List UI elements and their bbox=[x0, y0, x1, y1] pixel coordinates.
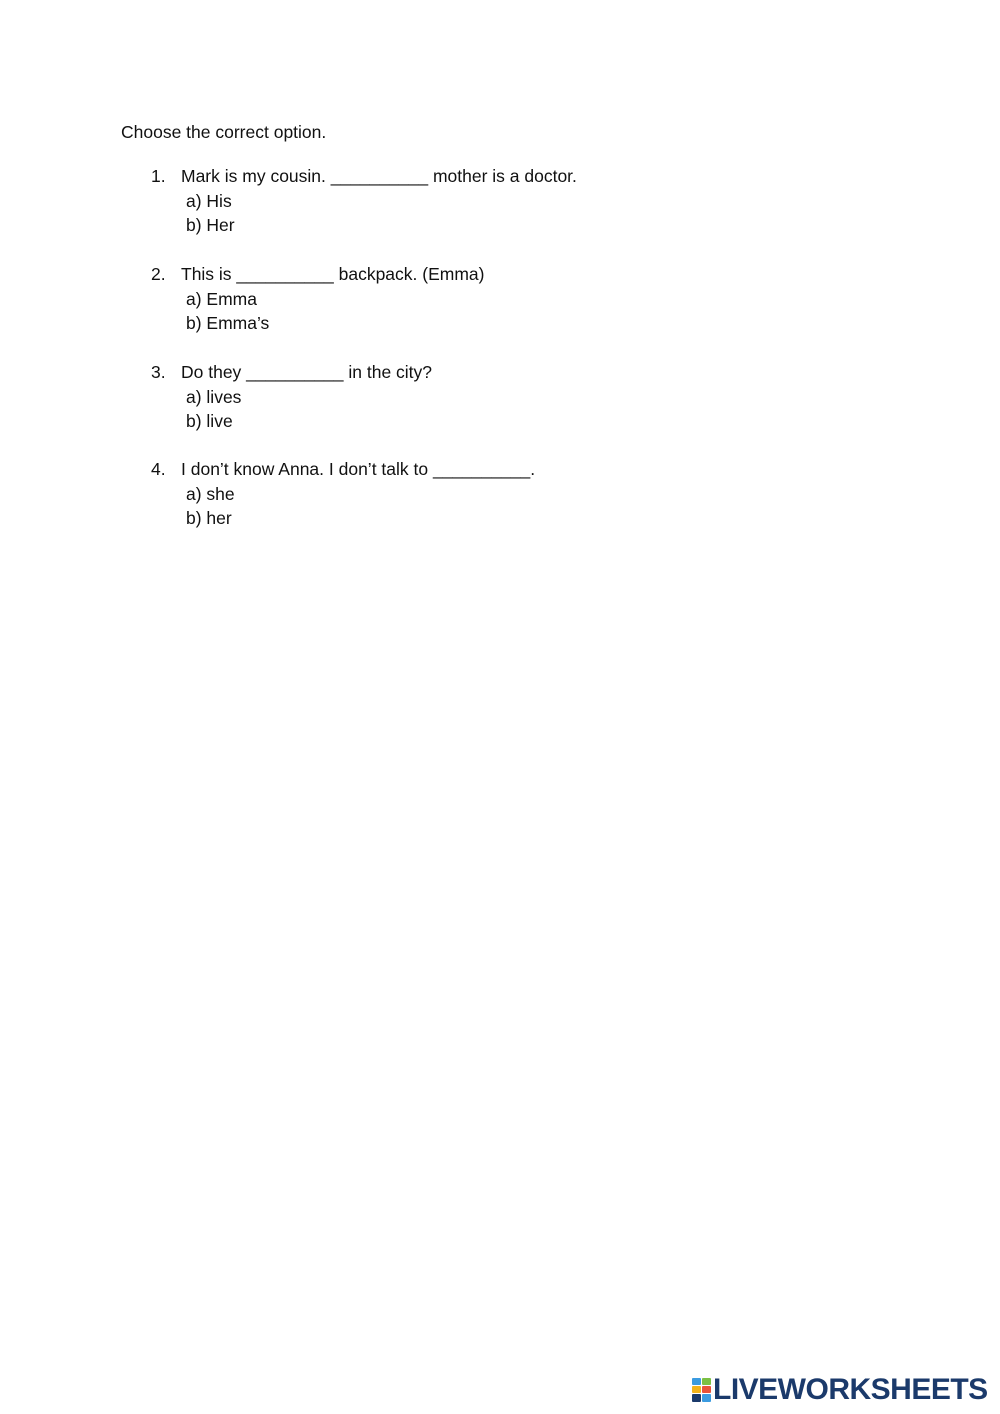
logo-mark-cell bbox=[702, 1394, 711, 1402]
logo-mark-cell bbox=[692, 1386, 701, 1393]
question-number: 4. bbox=[151, 459, 166, 479]
question-text: This is __________ backpack. (Emma) bbox=[181, 264, 485, 284]
option-b[interactable]: b) live bbox=[186, 411, 233, 431]
logo-mark-cell bbox=[692, 1378, 701, 1385]
logo-text: LIVEWORKSHEETS bbox=[713, 1373, 988, 1406]
logo-mark-cell bbox=[692, 1394, 701, 1402]
question-3 bbox=[151, 361, 433, 435]
question-text: Do they __________ in the city? bbox=[181, 362, 433, 382]
instruction-text: Choose the correct option. bbox=[121, 122, 327, 142]
option-a[interactable]: a) Emma bbox=[186, 288, 257, 309]
option-b[interactable]: b) her bbox=[186, 508, 232, 528]
question-number: 1. bbox=[151, 166, 166, 186]
question-text: I don’t know Anna. I don’t talk to __________. bbox=[181, 459, 536, 479]
logo-mark-cell bbox=[702, 1378, 711, 1385]
logo-mark-icon bbox=[692, 1378, 711, 1402]
question-number: 3. bbox=[151, 362, 166, 382]
logo-mark-cell bbox=[702, 1386, 711, 1393]
question-1 bbox=[151, 165, 577, 239]
question-2 bbox=[151, 263, 485, 337]
liveworksheets-logo bbox=[692, 1374, 988, 1406]
option-b[interactable]: b) Her bbox=[186, 215, 235, 235]
option-a[interactable]: a) lives bbox=[186, 386, 242, 407]
question-number: 2. bbox=[151, 264, 166, 284]
option-b[interactable]: b) Emma’s bbox=[186, 313, 270, 333]
option-a[interactable]: a) His bbox=[186, 190, 232, 211]
question-4 bbox=[151, 458, 536, 532]
option-a[interactable]: a) she bbox=[186, 483, 235, 504]
question-text: Mark is my cousin. __________ mother is a doctor. bbox=[181, 166, 577, 186]
